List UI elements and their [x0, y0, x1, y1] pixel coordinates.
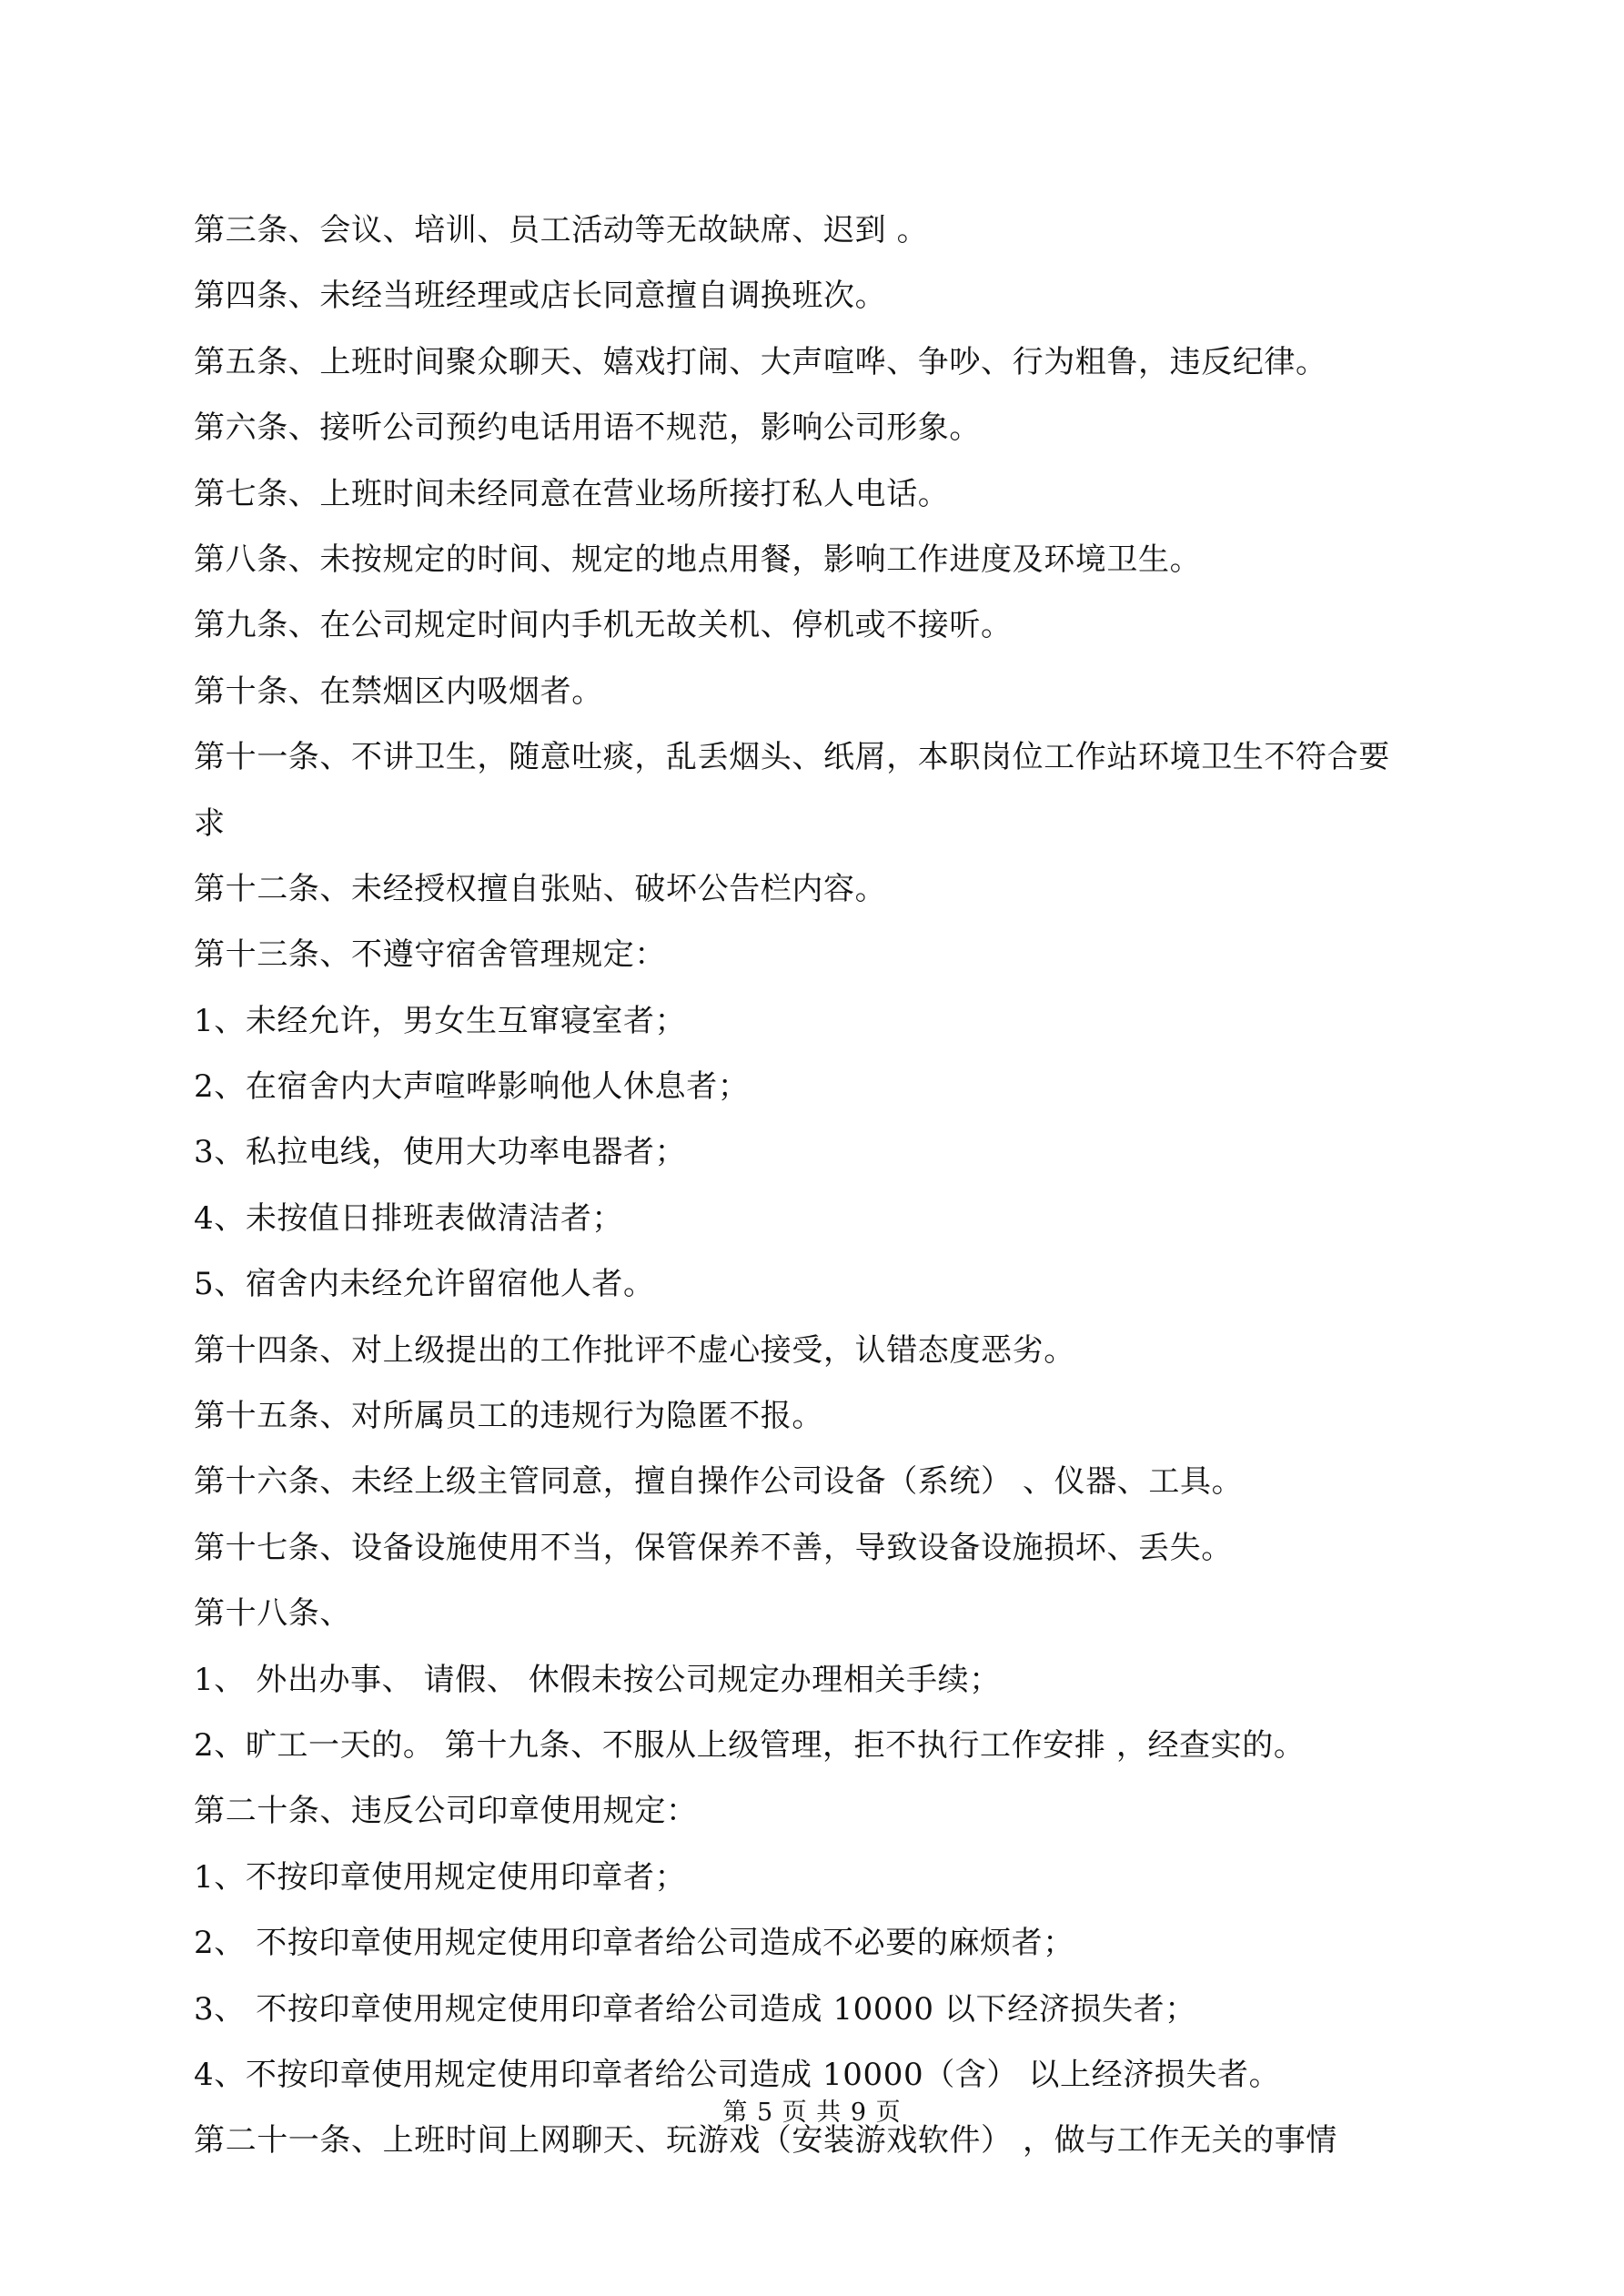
text-line: 第五条、上班时间聚众聊天、嬉戏打闹、大声喧哗、争吵、行为粗鲁，违反纪律。: [194, 343, 1327, 380]
text-line: 4、未按值日排班表做清洁者；: [194, 1199, 624, 1237]
text-line: 2、在宿舍内大声喧哗影响他人休息者；: [194, 1068, 750, 1106]
text-line: 2、 不按印章使用规定使用印章者给公司造成不必要的麻烦者；: [194, 1925, 1074, 1962]
text-line: 第十二条、未经授权擅自张贴、破坏公告栏内容。: [194, 870, 887, 907]
text-line: 3、 不按印章使用规定使用印章者给公司造成 10000 以下经济损失者；: [194, 1990, 1196, 2028]
document-body: [194, 197, 1449, 2174]
text-line: 第三条、会议、培训、员工活动等无故缺席、迟到 。: [194, 212, 929, 248]
text-line: 第四条、未经当班经理或店长同意擅自调换班次。: [194, 278, 887, 315]
text-line: 1、未经允许，男女生互窜寝室者；: [194, 1002, 687, 1039]
text-line: 第十一条、不讲卫生，随意吐痰，乱丢烟头、纸屑，本职岗位工作站环境卫生不符合要: [194, 739, 1390, 776]
text-line: 第十八条、: [194, 1595, 351, 1633]
text-line: 1、不按印章使用规定使用印章者；: [194, 1858, 687, 1896]
text-line: 第十三条、不遵守宿舍管理规定：: [194, 936, 666, 974]
text-line: 第十七条、设备设施使用不当，保管保养不善，导致设备设施损坏、丢失。: [194, 1529, 1233, 1566]
text-line: 第十条、在禁烟区内吸烟者。: [194, 673, 603, 710]
text-line: 第十六条、未经上级主管同意，擅自操作公司设备（系统） 、仪器、工具。: [194, 1463, 1244, 1501]
text-line: 第十四条、对上级提出的工作批评不虚心接受，认错态度恶劣。: [194, 1331, 1075, 1369]
text-line: 3、私拉电线，使用大功率电器者；: [194, 1134, 687, 1171]
text-line: 第二十条、违反公司印章使用规定：: [194, 1793, 698, 1830]
text-line: 4、不按印章使用规定使用印章者给公司造成 10000（含） 以上经济损失者。: [194, 2056, 1281, 2093]
text-line: 第七条、上班时间未经同意在营业场所接打私人电话。: [194, 475, 950, 512]
text-line: 第二十一条、上班时间上网聊天、玩游戏（安装游戏软件） ，做与工作无关的事情: [194, 2122, 1338, 2159]
text-line: 第十五条、对所属员工的违规行为隐匿不报。: [194, 1398, 823, 1435]
text-line: 2、旷工一天的。 第十九条、不服从上级管理，拒不执行工作安排 ，经查实的。: [194, 1726, 1306, 1764]
text-line: 第六条、接听公司预约电话用语不规范，影响公司形象。: [194, 410, 981, 447]
text-line: 5、宿舍内未经允许留宿他人者。: [194, 1266, 655, 1303]
text-line: 第八条、未按规定的时间、规定的地点用餐，影响工作进度及环境卫生。: [194, 541, 1202, 578]
text-line: 1、 外出办事、 请假、 休假未按公司规定办理相关手续；: [194, 1661, 1001, 1698]
text-line: 第九条、在公司规定时间内手机无故关机、停机或不接听。: [194, 607, 1013, 644]
page-footer: 第 5 页 共 9 页: [722, 2099, 902, 2127]
text-line: 求: [194, 804, 226, 842]
